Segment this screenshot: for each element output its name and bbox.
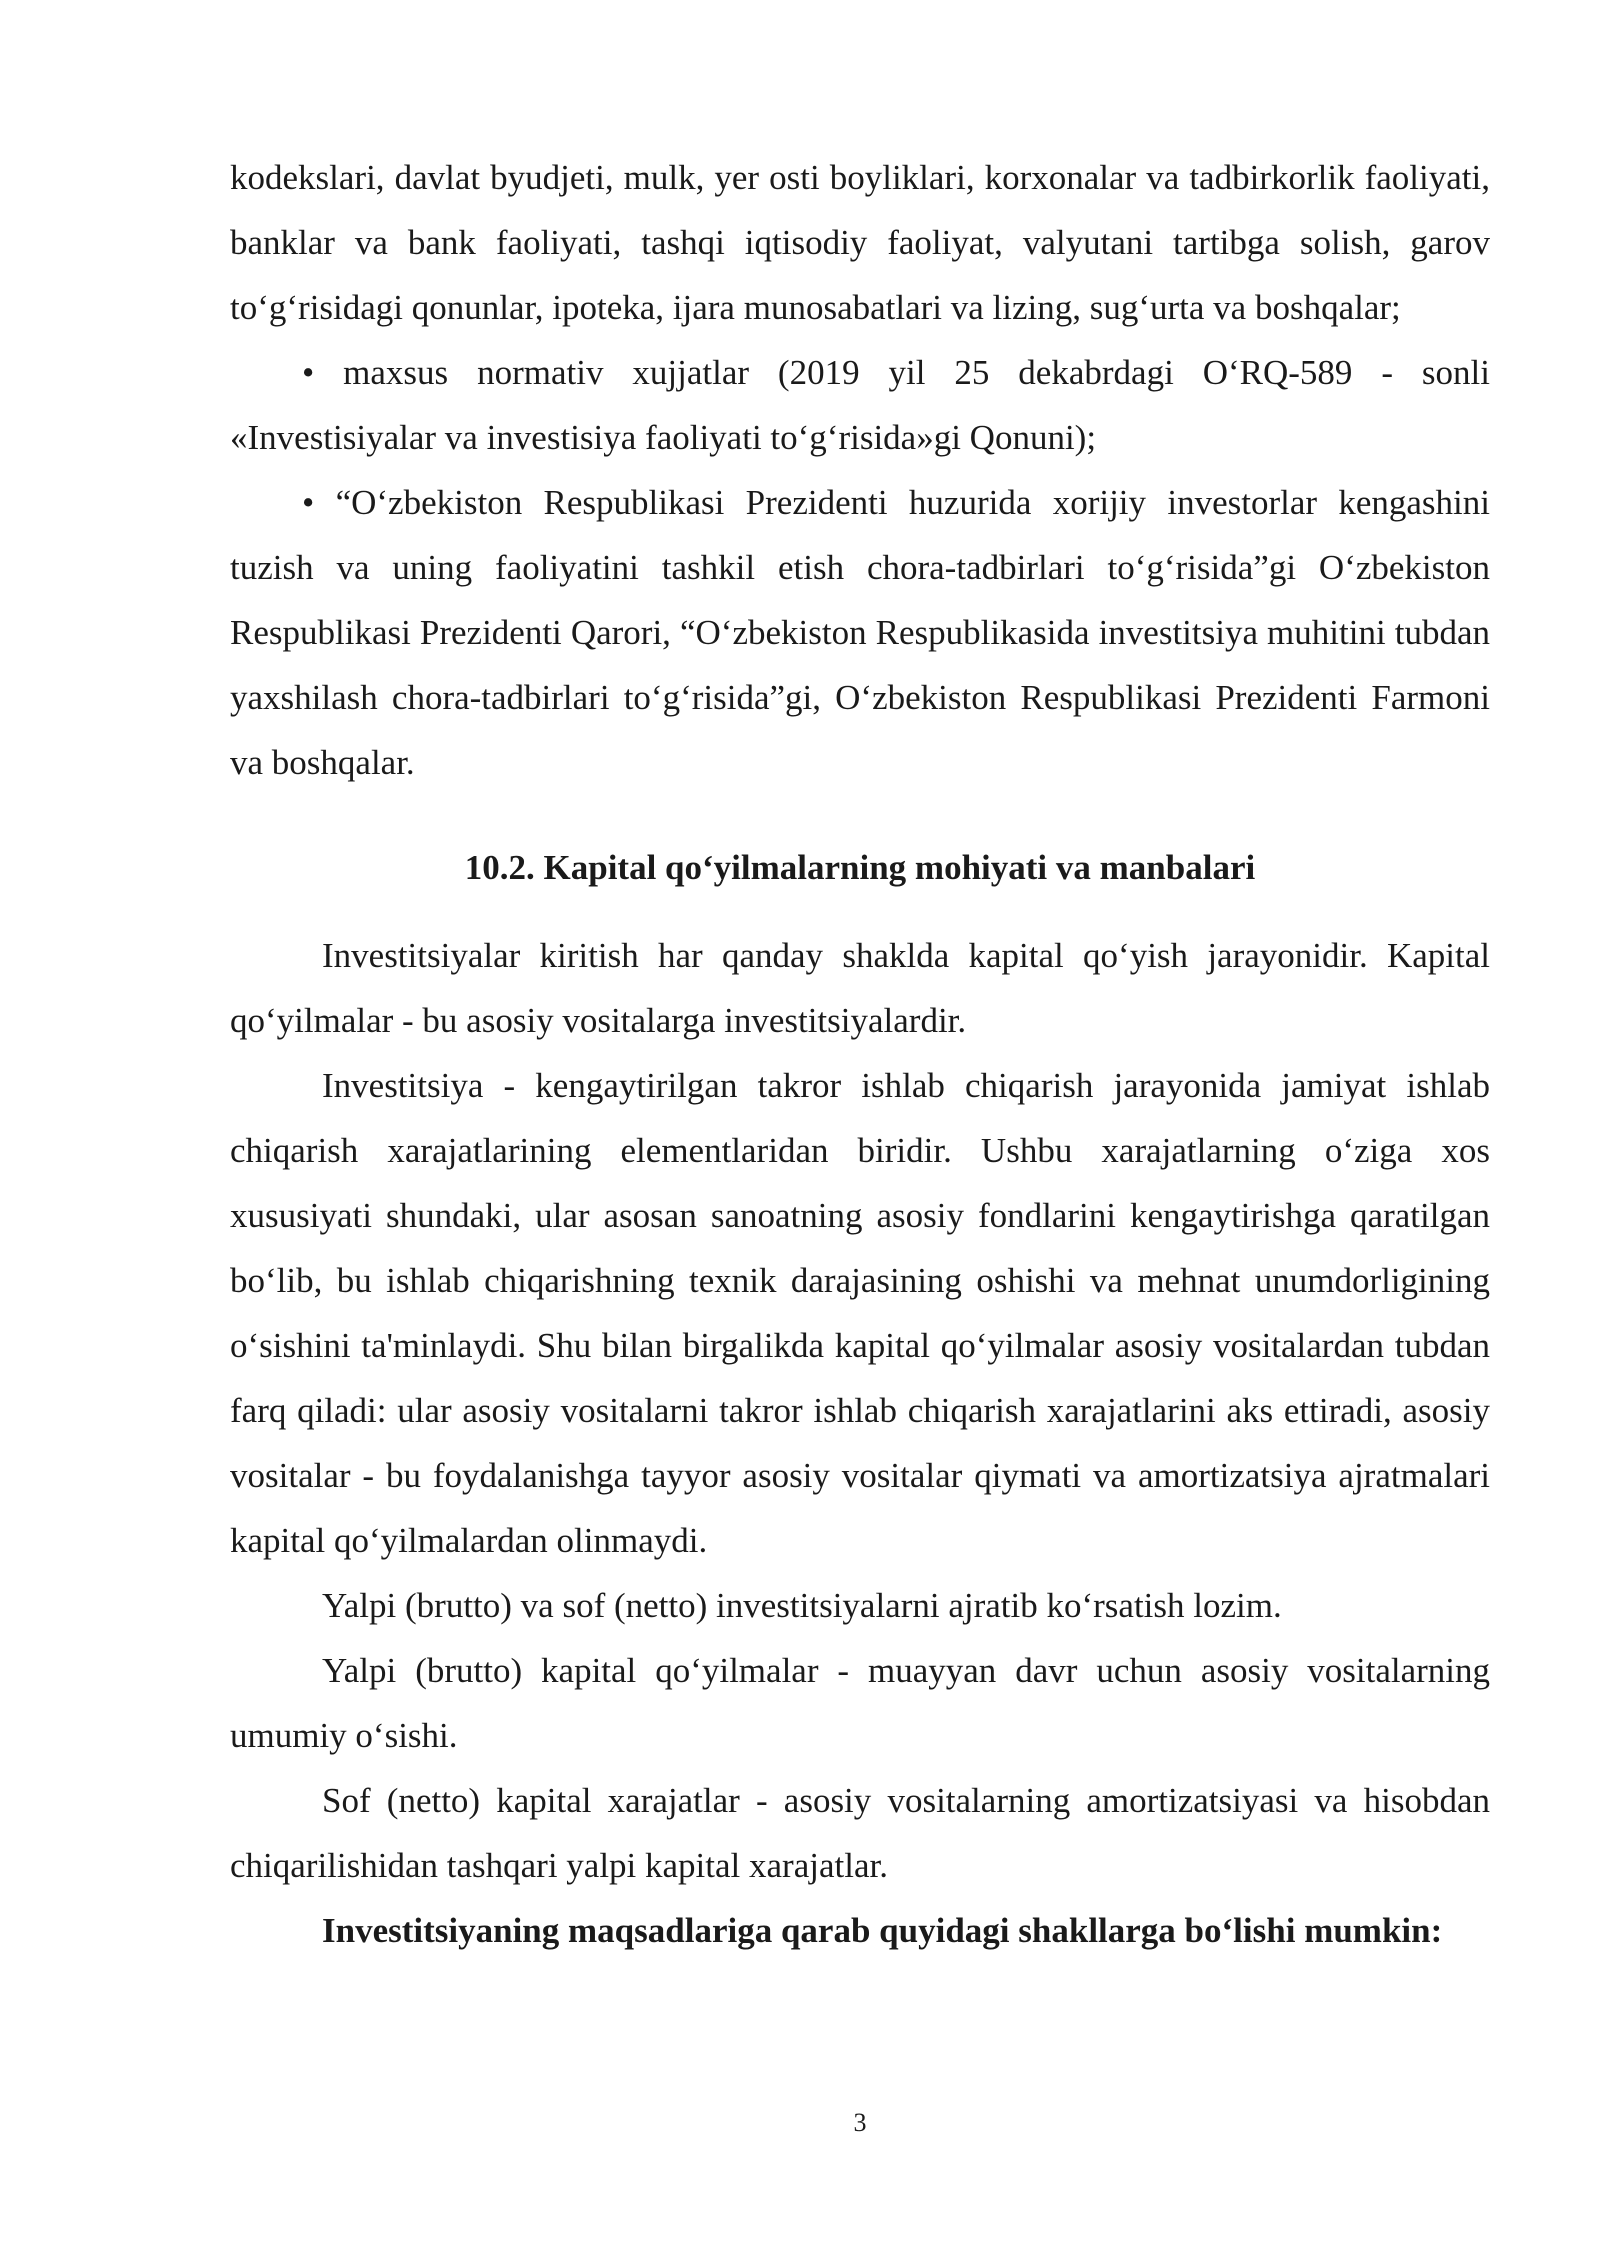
paragraph-investment-definition: Investitsiyalar kiritish har qanday shaklda kapital qo‘yish jarayonidir. Kapital qo‘yilmalar - bu asosiy vositalarga investitsiyalardir.: [230, 936, 1490, 1040]
paragraph-net-definition: Sof (netto) kapital xarajatlar - asosiy vositalarning amortizatsiyasi va hisobdan chiqarilishidan tashqari yalpi kapital xarajatlar.: [230, 1781, 1490, 1885]
bullet-item-presidential-acts: • “O‘zbekiston Respublikasi Prezidenti huzurida xorijiy investorlar kengashini tuzish va uning faoliyatini tashkil etish chora-tadbirlari to‘g‘risida”gi O‘zbekiston Respublikasi Prezidenti Qarori, “O‘zbekiston Respublikasida investitsiya muhitini tubdan yaxshilash chora-tadbirlari to‘g‘risida”gi, O‘zbekiston Respublikasi Prezidenti Farmoni va boshqalar.: [230, 483, 1490, 782]
paragraph-legislation-list: kodekslari, davlat byudjeti, mulk, yer osti boyliklari, korxonalar va tadbirkorlik faoliyati, banklar va bank faoliyati, tashqi iqtisodiy faoliyat, valyutani tartibga solish, garov to‘g‘risidagi qonunlar, ipoteka, ijara munosabatlari va lizing, sug‘urta va boshqalar;: [230, 158, 1490, 327]
paragraph-gross-net: Yalpi (brutto) va sof (netto) investitsiyalarni ajratib ko‘rsatish lozim.: [322, 1586, 1282, 1625]
section-heading: 10.2. Kapital qo‘yilmalarning mohiyati va manbalari: [464, 848, 1256, 887]
bullet-item-investment-law: • maxsus normativ xujjatlar (2019 yil 25 dekabrdagi O‘RQ-589 - sonli «Investisiyalar va investisiya faoliyati to‘g‘risida»gi Qonuni);: [230, 353, 1490, 457]
paragraph-investment-features: Investitsiya - kengaytirilgan takror ishlab chiqarish jarayonida jamiyat ishlab chiqarish xarajatlarining elementlaridan biridir. Ushbu xarajatlarning o‘ziga xos xususiyati shundaki, ular asosan sanoatning asosiy fondlarini kengaytirishga qaratilgan bo‘lib, bu ishlab chiqarishning texnik darajasining oshishi va mehnat unumdorligining o‘sishini ta'minlaydi. Shu bilan birgalikda kapital qo‘yilmalar asosiy vositalardan tubdan farq qiladi: ular asosiy vositalarni takror ishlab chiqarish xarajatlarini aks ettiradi, asosiy vositalar - bu foydalanishga tayyor asosiy vositalar qiymati va amortizatsiya ajratmalari kapital qo‘yilmalardan olinmaydi.: [230, 1066, 1490, 1560]
paragraph-gross-definition: Yalpi (brutto) kapital qo‘yilmalar - muayyan davr uchun asosiy vositalarning umumiy o‘sishi.: [230, 1651, 1490, 1755]
paragraph-forms-heading: Investitsiyaning maqsadlariga qarab quyidagi shakllarga bo‘lishi mumkin:: [322, 1911, 1443, 1950]
page-number: 3: [853, 2108, 867, 2137]
document-page: [230, 145, 1490, 1963]
